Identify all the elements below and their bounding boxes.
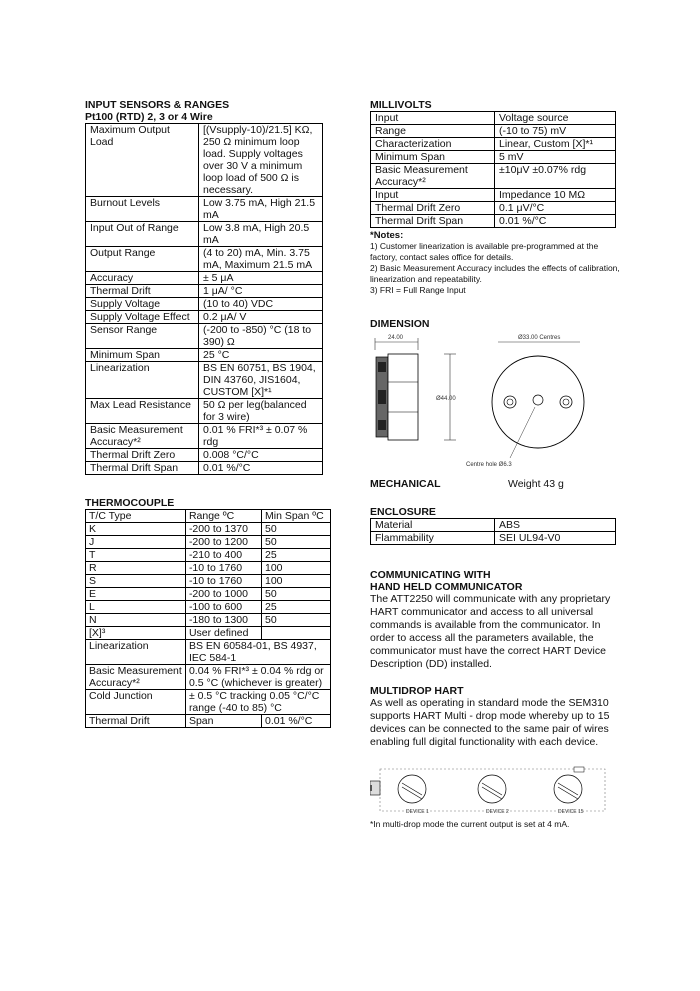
row-value: ± 0.5 °C tracking 0.05 °C/°C range (-40 to 85) °C	[185, 690, 330, 715]
row-label: Basic Measurement Accuracy*²	[86, 424, 199, 449]
table-row	[86, 588, 331, 601]
table-row	[86, 627, 331, 640]
tc-type: K	[86, 523, 186, 536]
communicating-body: The ATT2250 will communicate with any proprietary HART communicator and access to all universal commands is available from the communicator. In order to access all the parameters available, the communicator must have the correct HART Device Description (DD) installed.	[370, 593, 611, 670]
table-row	[371, 202, 616, 215]
row-label: Thermal Drift Zero	[86, 449, 199, 462]
enclosure-heading: ENCLOSURE	[370, 506, 436, 518]
row-value: SEI UL94-V0	[495, 532, 616, 545]
table-row	[371, 138, 616, 151]
input-sensors-subheading: Pt100 (RTD) 2, 3 or 4 Wire	[85, 111, 213, 123]
row-label: Input	[371, 189, 495, 202]
tc-range: -10 to 1760	[185, 562, 261, 575]
row-label: Thermal Drift Span	[86, 462, 199, 475]
row-label: Sensor Range	[86, 324, 199, 349]
row-label: Minimum Span	[371, 151, 495, 164]
communicating-heading-line1: COMMUNICATING WITH	[370, 569, 491, 581]
communicating-heading-line2: HAND HELD COMMUNICATOR	[370, 581, 523, 593]
tc-type: L	[86, 601, 186, 614]
tc-min-span	[261, 627, 330, 640]
left-column	[85, 99, 330, 728]
millivolts-table	[370, 111, 616, 228]
row-label: Thermal Drift Zero	[371, 202, 495, 215]
row-label: Supply Voltage	[86, 298, 199, 311]
enclosure-table	[370, 518, 616, 545]
table-row	[371, 112, 616, 125]
row-value: ABS	[495, 519, 616, 532]
table-row	[86, 424, 323, 449]
row-label: Basic Measurement Accuracy*²	[371, 164, 495, 189]
device-1-icon	[398, 775, 426, 803]
tc-min-span: 50	[261, 614, 330, 627]
row-value: 5 mV	[495, 151, 616, 164]
table-row	[86, 614, 331, 627]
table-row	[86, 449, 323, 462]
row-value: BS EN 60751, BS 1904, DIN 43760, JIS1604, CUSTOM [X]*¹	[199, 362, 323, 399]
tc-min-span: 50	[261, 536, 330, 549]
row-value: (4 to 20) mA, Min. 3.75 mA, Maximum 21.5 mA	[199, 247, 323, 272]
table-row	[86, 124, 323, 197]
communicator-icon	[370, 781, 380, 795]
tc-range: -200 to 1200	[185, 536, 261, 549]
notes	[370, 230, 620, 296]
drift-type: Span	[185, 715, 261, 728]
tc-min-span: 100	[261, 575, 330, 588]
tc-min-span: 25	[261, 601, 330, 614]
row-value: (10 to 40) VDC	[199, 298, 323, 311]
table-row	[86, 197, 323, 222]
row-label: Linearization	[86, 362, 199, 399]
row-label: Accuracy	[86, 272, 199, 285]
row-value: Impedance 10 MΩ	[495, 189, 616, 202]
table-row	[86, 665, 331, 690]
tc-range: -210 to 400	[185, 549, 261, 562]
row-label: Burnout Levels	[86, 197, 199, 222]
tc-type: J	[86, 536, 186, 549]
row-label: Maximum Output Load	[86, 124, 199, 197]
column-header: Min Span ºC	[261, 510, 330, 523]
row-value: 0.1 μV/°C	[495, 202, 616, 215]
thermocouple-table	[85, 509, 331, 728]
mechanical-value: Weight 43 g	[508, 478, 564, 490]
table-row	[86, 562, 331, 575]
device-15-icon	[554, 775, 582, 803]
row-label: Basic Measurement Accuracy*²	[86, 665, 186, 690]
note-item: 1) Customer linearization is available pre-programmed at the factory, contact sales office for details.	[370, 241, 599, 262]
row-value: 0.01 %/°C	[261, 715, 330, 728]
table-row	[86, 311, 323, 324]
row-value: (-10 to 75) mV	[495, 125, 616, 138]
hole-label: Centre hole Ø6.3	[466, 462, 512, 468]
table-row	[371, 215, 616, 228]
table-row	[86, 549, 331, 562]
row-label: Characterization	[371, 138, 495, 151]
row-label: Cold Junction	[86, 690, 186, 715]
row-label: Minimum Span	[86, 349, 199, 362]
notes-list	[370, 241, 620, 296]
table-row	[371, 532, 616, 545]
table-row	[371, 151, 616, 164]
mechanical-heading: MECHANICAL	[370, 478, 441, 490]
table-row	[86, 575, 331, 588]
right-column	[370, 99, 620, 829]
tc-range: -100 to 600	[185, 601, 261, 614]
row-label: Input	[371, 112, 495, 125]
table-row	[86, 640, 331, 665]
tc-type: S	[86, 575, 186, 588]
row-value: 50 Ω per leg(balanced for 3 wire)	[199, 399, 323, 424]
table-row	[86, 298, 323, 311]
table-row	[86, 399, 323, 424]
row-label: Linearization	[86, 640, 186, 665]
device-2-icon	[478, 775, 506, 803]
table-row	[86, 715, 331, 728]
row-value: BS EN 60584-01, BS 4937, IEC 584-1	[185, 640, 330, 665]
row-value: 0.2 μA/ V	[199, 311, 323, 324]
row-value: (-200 to -850) °C (18 to 390) Ω	[199, 324, 323, 349]
row-value: 25 °C	[199, 349, 323, 362]
width-label: 24.00	[388, 335, 404, 341]
table-row	[86, 247, 323, 272]
device-2-label: DEVICE 2	[486, 809, 509, 815]
table-row	[371, 519, 616, 532]
table-row	[86, 285, 323, 298]
table-row	[86, 362, 323, 399]
column-header: T/C Type	[86, 510, 186, 523]
table-row	[371, 125, 616, 138]
table-row	[86, 690, 331, 715]
row-value: Voltage source	[495, 112, 616, 125]
tc-type: [X]³	[86, 627, 186, 640]
tc-range: -200 to 1000	[185, 588, 261, 601]
table-row	[86, 222, 323, 247]
row-value: ± 5 μA	[199, 272, 323, 285]
tc-type: N	[86, 614, 186, 627]
row-label: Max Lead Resistance	[86, 399, 199, 424]
notes-title: *Notes:	[370, 230, 404, 241]
tc-type: R	[86, 562, 186, 575]
table-header-row	[86, 510, 331, 523]
row-value: ±10μV ±0.07% rdg	[495, 164, 616, 189]
row-label: Thermal Drift	[86, 715, 186, 728]
row-value: 0.008 °C/°C	[199, 449, 323, 462]
tc-range: -200 to 1370	[185, 523, 261, 536]
row-label: Material	[371, 519, 495, 532]
table-row	[86, 523, 331, 536]
centres-label: Ø33.00 Centres	[518, 335, 561, 341]
dimension-heading: DIMENSION	[370, 318, 430, 330]
mechanical-row	[370, 478, 620, 492]
row-value: 1 μA/ °C	[199, 285, 323, 298]
table-row	[86, 536, 331, 549]
millivolts-heading: MILLIVOLTS	[370, 99, 432, 111]
row-value: Low 3.75 mA, High 21.5 mA	[199, 197, 323, 222]
dimension-drawing	[370, 332, 620, 470]
row-value: 0.01 % FRI*³ ± 0.07 % rdg	[199, 424, 323, 449]
tc-min-span: 100	[261, 562, 330, 575]
row-label: Flammability	[371, 532, 495, 545]
row-label: Input Out of Range	[86, 222, 199, 247]
tc-range: -180 to 1300	[185, 614, 261, 627]
table-row	[86, 462, 323, 475]
table-row	[86, 272, 323, 285]
row-value: Linear, Custom [X]*¹	[495, 138, 616, 151]
thermocouple-heading: THERMOCOUPLE	[85, 497, 175, 509]
multidrop-footnote: *In multi-drop mode the current output is set at 4 mA.	[370, 819, 570, 829]
row-value: 0.01 %/°C	[495, 215, 616, 228]
row-value: Low 3.8 mA, High 20.5 mA	[199, 222, 323, 247]
table-row	[86, 601, 331, 614]
front-view	[492, 356, 584, 448]
row-value: 0.01 %/°C	[199, 462, 323, 475]
note-item: 3) FRI = Full Range Input	[370, 285, 466, 295]
table-row	[371, 189, 616, 202]
input-sensors-table	[85, 123, 323, 475]
tc-range: -10 to 1760	[185, 575, 261, 588]
row-label: Range	[371, 125, 495, 138]
device-15-label: DEVICE 15	[558, 809, 584, 815]
multidrop-body: As well as operating in standard mode the SEM310 supports HART Multi - drop mode whereby up to 15 devices can be connected to the same pair of wires enabling full digital functionality with each device.	[370, 697, 610, 748]
column-header: Range ºC	[185, 510, 261, 523]
multidrop-heading: MULTIDROP HART	[370, 685, 464, 697]
input-sensors-heading: INPUT SENSORS & RANGES	[85, 99, 230, 111]
row-label: Output Range	[86, 247, 199, 272]
tc-min-span: 50	[261, 523, 330, 536]
tc-min-span: 25	[261, 549, 330, 562]
tc-range: User defined	[185, 627, 261, 640]
device-1-label: DEVICE 1	[406, 809, 429, 815]
table-row	[86, 324, 323, 349]
row-label: Supply Voltage Effect	[86, 311, 199, 324]
row-label: Thermal Drift	[86, 285, 199, 298]
tc-type: T	[86, 549, 186, 562]
multidrop-diagram	[370, 765, 620, 817]
note-item: 2) Basic Measurement Accuracy includes the effects of calibration, linearization and repeatability.	[370, 263, 620, 284]
row-value: [(Vsupply-10)/21.5] KΩ, 250 Ω minimum loop load. Supply voltages over 30 V a minimum loop load of 500 Ω is necessary.	[199, 124, 323, 197]
tc-type: E	[86, 588, 186, 601]
height-label: Ø44.00	[436, 396, 456, 402]
row-value: 0.04 % FRI*³ ± 0.04 % rdg or 0.5 °C (whichever is greater)	[185, 665, 330, 690]
row-label: Thermal Drift Span	[371, 215, 495, 228]
tc-min-span: 50	[261, 588, 330, 601]
table-row	[86, 349, 323, 362]
table-row	[371, 164, 616, 189]
side-view	[376, 354, 418, 440]
